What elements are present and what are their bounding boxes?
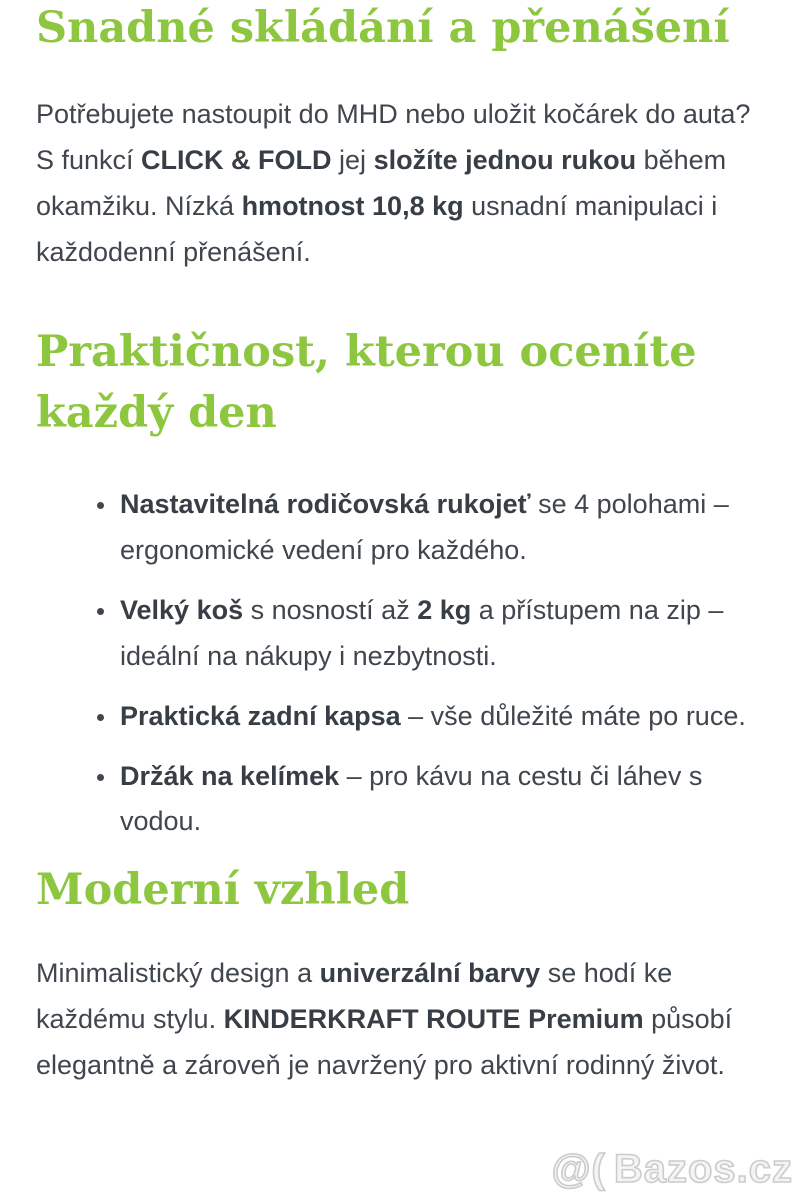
paragraph-folding: Potřebujete nastoupit do MHD nebo uložit kočárek do auta? S funkcí CLICK & FOLD jej složíte jednou rukou během okamžiku. Nízká hmotnost 10,8 kg usnadní manipulaci i každodenní přenášení.	[36, 99, 751, 268]
section-heading-folding: Snadné skládání a přenášení	[36, 3, 730, 53]
list-item-basket: • Velký koš s nosností až 2 kg a přístupem na zip – ideální na nákupy i nezbytnosti.	[118, 588, 759, 680]
list-item-handle: • Nastavitelná rodičovská rukojeť se 4 polohami – ergonomické vedení pro každého.	[118, 482, 759, 574]
paragraph-design: Minimalistický design a univerzální barvy se hodí ke každému stylu. KINDERKRAFT ROUTE Premium působí elegantně a zároveň je navržený pro aktivní rodinný život.	[36, 958, 733, 1081]
bazos-watermark-text: Bazos.cz	[613, 1147, 793, 1191]
bazos-watermark	[552, 1147, 794, 1192]
section-heading-practicality: Praktičnost, kterou oceníte každý den	[36, 327, 697, 439]
section-heading-design: Moderní vzhled	[36, 865, 410, 916]
features-list	[36, 482, 759, 845]
bazos-logo-mark: @(	[551, 1147, 606, 1191]
list-item-pocket: • Praktická zadní kapsa – vše důležité máte po ruce.	[118, 694, 759, 740]
list-item-cupholder: • Držák na kelímek – pro kávu na cestu či láhev s vodou.	[118, 754, 759, 846]
